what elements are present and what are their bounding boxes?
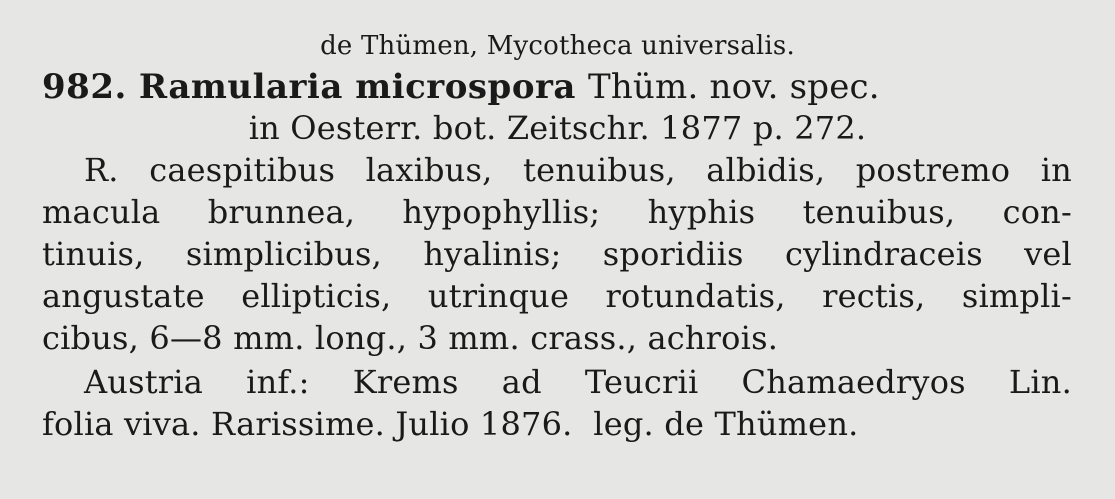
description-line-4: angustate ellipticis, utrinque rotundatis, rectis, simpli- [42,277,1072,315]
running-title: de Thümen, Mycotheca universalis. [320,31,795,61]
species-authority: Thüm. nov. spec. [587,67,880,107]
entry-number: 982. [42,67,127,107]
entry-heading [42,66,1072,108]
locality-line-1: Austria inf.: Krems ad Teucrii Chamaedryos Lin. [84,363,1072,401]
citation: in Oesterr. bot. Zeitschr. 1877 p. 272. [248,109,867,147]
locality-line-2: folia viva. Rarissime. Julio 1876. leg. de Thümen. [42,405,859,443]
species-name: Ramularia microspora [138,67,576,107]
description-line-5: cibus, 6—8 mm. long., 3 mm. crass., achrois. [42,319,779,357]
description-line-3: tinuis, simplicibus, hyalinis; sporidiis cylindraceis vel [42,235,1072,273]
description-line-2: macula brunnea, hypophyllis; hyphis tenuibus, con- [42,193,1072,231]
description-line-1: R. caespitibus laxibus, tenuibus, albidis, postremo in [84,151,1072,189]
